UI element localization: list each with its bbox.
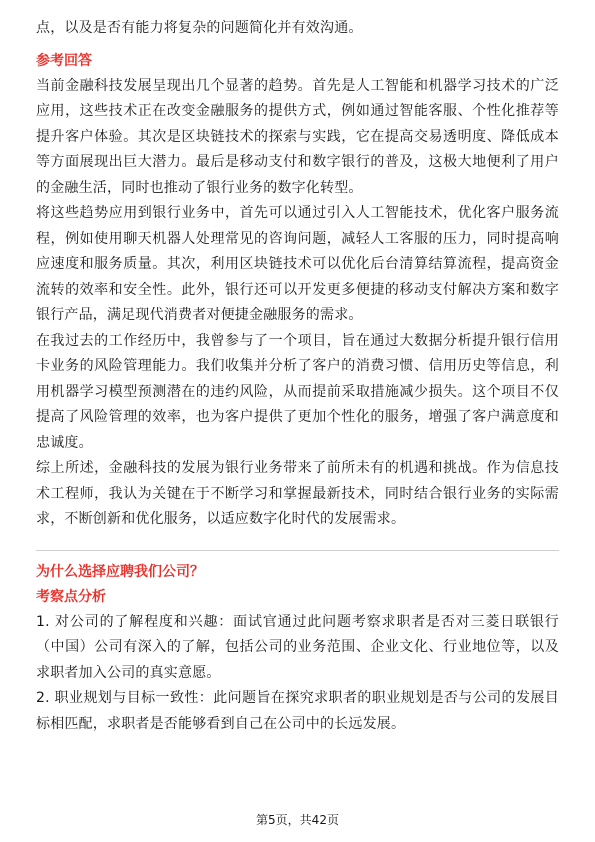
question-heading: 为什么选择应聘我们公司？ bbox=[36, 563, 204, 580]
page-number-footer: 第5页，共42页 bbox=[256, 813, 339, 827]
reference-answer-heading: 参考回答 bbox=[36, 52, 92, 69]
analysis-heading: 考察点分析 bbox=[36, 588, 106, 605]
analysis-point-2: 2. 职业规划与目标一致性：此问题旨在探究求职者的职业规划是否与公司的发展目标相匹配，求职者是否能够看到自己在公司中的长远发展。 bbox=[36, 690, 559, 732]
analysis-point-1: 1. 对公司的了解程度和兴趣：面试官通过此问题考察求职者是否对三菱日联银行（中国）公司有深入的了解，包括公司的业务范围、企业文化、行业地位等，以及求职者加入公司的真实意愿。 bbox=[36, 613, 559, 681]
previous-paragraph-fragment: 点，以及是否有能力将复杂的问题简化并有效沟通。 bbox=[36, 20, 363, 36]
answer-paragraph-1: 当前金融科技发展呈现出几个显著的趋势。首先是人工智能和机器学习技术的广泛应用，这些技术正在改变金融服务的提供方式，例如通过智能客服、个性化推荐等提升客户体验。其次是区块链技术的探索与实践，它在提高交易透明度、降低成本等方面展现出巨大潜力。最后是移动支付和数字银行的普及，这极大地便利了用户的金融生活，同时也推动了银行业务的数字化转型。 bbox=[36, 77, 559, 196]
page-content bbox=[36, 16, 559, 737]
answer-paragraph-3: 在我过去的工作经历中，我曾参与了一个项目，旨在通过大数据分析提升银行信用卡业务的风险管理能力。我们收集并分析了客户的消费习惯、信用历史等信息，利用机器学习模型预测潜在的违约风险，从而提前采取措施减少损失。这个项目不仅提高了风险管理的效率，也为客户提供了更加个性化的服务，增强了客户满意度和忠诚度。 bbox=[36, 332, 559, 451]
answer-paragraph-2: 将这些趋势应用到银行业务中，首先可以通过引入人工智能技术，优化客户服务流程，例如使用聊天机器人处理常见的咨询问题，减轻人工客服的压力，同时提高响应速度和服务质量。其次，利用区块链技术可以优化后台清算结算流程，提高资金流转的效率和安全性。此外，银行还可以开发更多便捷的移动支付解决方案和数字银行产品，满足现代消费者对便捷金融服务的需求。 bbox=[36, 205, 559, 323]
section-divider bbox=[36, 550, 559, 551]
answer-paragraph-4: 综上所述，金融科技的发展为银行业务带来了前所未有的机遇和挑战。作为信息技术工程师，我认为关键在于不断学习和掌握最新技术，同时结合银行业务的实际需求，不断创新和优化服务，以适应数字化时代的发展需求。 bbox=[36, 460, 559, 527]
